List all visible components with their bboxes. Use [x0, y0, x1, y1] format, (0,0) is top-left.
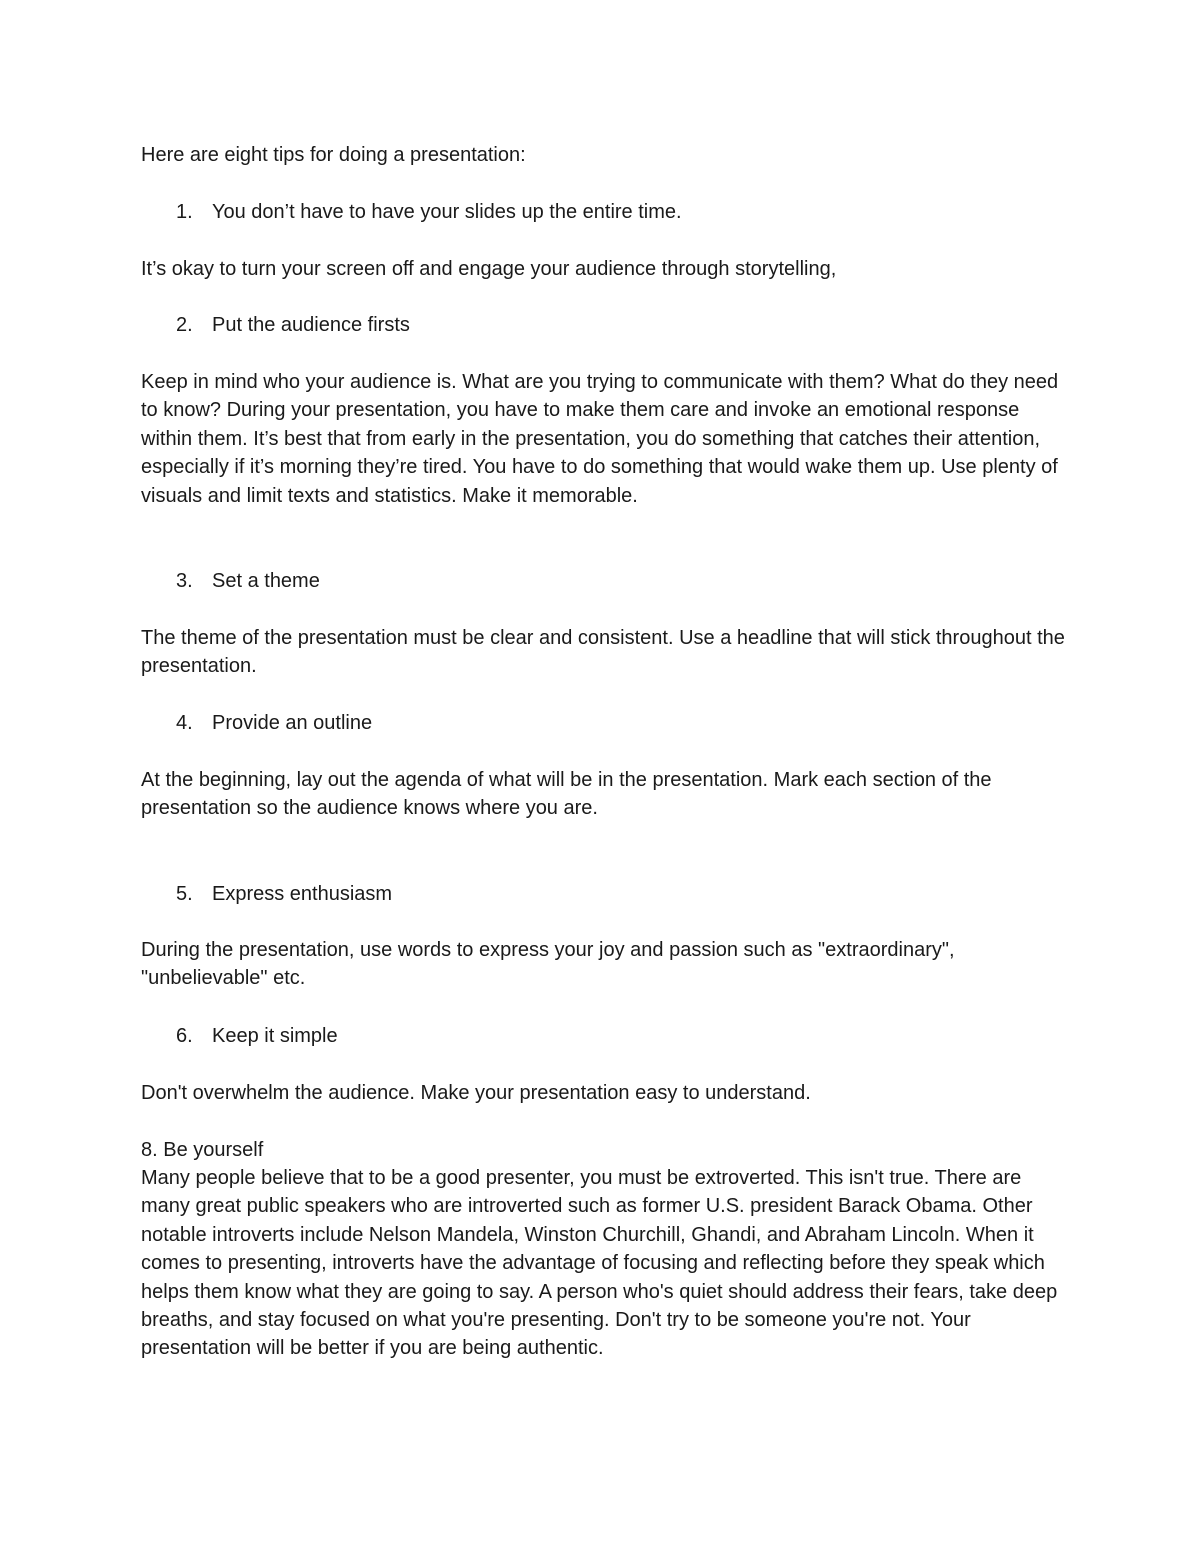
tip-5-heading	[176, 880, 1106, 908]
tip-1-heading	[176, 198, 1106, 226]
tip-6-body: Don't overwhelm the audience. Make your presentation easy to understand.	[141, 1082, 811, 1104]
tip-1-body: It’s okay to turn your screen off and engage your audience through storytelling,	[141, 258, 837, 280]
tip-4-heading	[176, 709, 1106, 737]
tip-1-number: 1.	[176, 201, 193, 223]
tip-5-title: Express enthusiasm	[212, 883, 393, 905]
tip-2-number: 2.	[176, 314, 193, 336]
tip-4-title: Provide an outline	[212, 712, 373, 734]
tip-5-number: 5.	[176, 883, 193, 905]
tip-6-title: Keep it simple	[212, 1025, 338, 1047]
tip-2-heading	[176, 311, 1106, 339]
intro-text: Here are eight tips for doing a presentation:	[141, 144, 526, 166]
tip-3-body: The theme of the presentation must be clear and consistent. Use a headline that will stick throughout the presentation.	[141, 627, 1065, 678]
tip-6-number: 6.	[176, 1025, 193, 1047]
tip-8-heading: 8. Be yourself	[141, 1139, 264, 1161]
tip-6-heading	[176, 1022, 1106, 1050]
tip-3-heading	[176, 567, 1106, 595]
tip-5-body: During the presentation, use words to express your joy and passion such as "extraordinary", "unbelievable" etc.	[141, 939, 955, 990]
tip-4-number: 4.	[176, 712, 193, 734]
tip-2-body: Keep in mind who your audience is. What are you trying to communicate with them? What do they need to know? During your presentation, you have to make them care and invoke an emotional response within them. It’s best that from early in the presentation, you do something that catches their attention, especially if it’s morning they’re tired. You have to do something that would wake them up. Use plenty of visuals and limit texts and statistics. Make it memorable.	[141, 371, 1059, 507]
tip-1-title: You don’t have to have your slides up the entire time.	[212, 201, 682, 223]
tip-3-number: 3.	[176, 570, 193, 592]
tip-8-body: Many people believe that to be a good presenter, you must be extroverted. This isn't true. There are many great public speakers who are introverted such as former U.S. president Barack Obama. Other notable introverts include Nelson Mandela, Winston Churchill, Ghandi, and Abraham Lincoln. When it comes to presenting, introverts have the advantage of focusing and reflecting before they speak which helps them know what they are going to say. A person who's quiet should address their fears, take deep breaths, and stay focused on what you're presenting. Don't try to be someone you're not. Your presentation will be better if you are being authentic.	[141, 1167, 1058, 1360]
tip-4-body: At the beginning, lay out the agenda of what will be in the presentation. Mark each section of the presentation so the audience knows where you are.	[141, 769, 992, 820]
tip-3-title: Set a theme	[212, 570, 320, 592]
tip-2-title: Put the audience firsts	[212, 314, 410, 336]
